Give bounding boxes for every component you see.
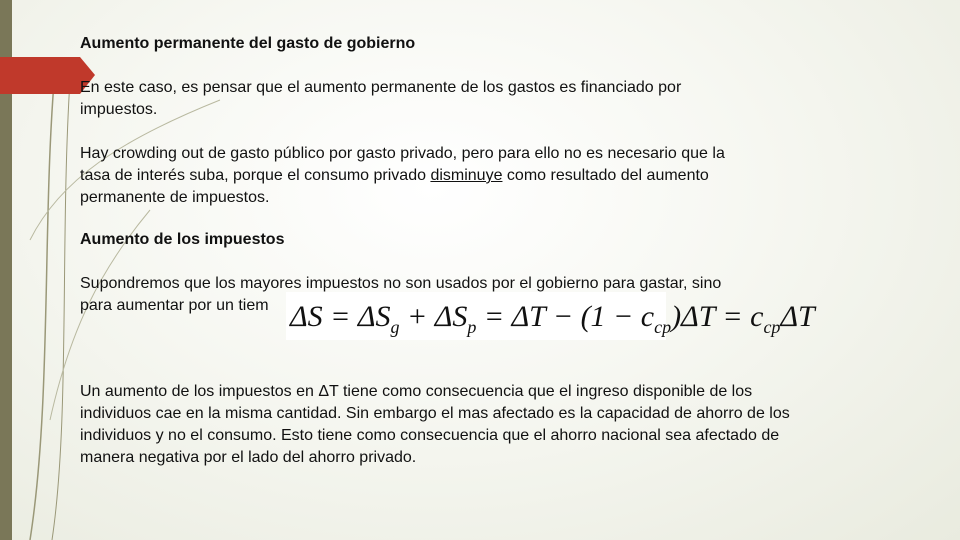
text-segment: como resultado del aumento (502, 167, 709, 184)
paragraph-consecuencia-line2: individuos cae en la misma cantidad. Sin embargo el mas afectado es la capacidad de ahorro de los (80, 405, 790, 422)
paragraph-crowding-line2 (80, 165, 709, 187)
paragraph-crowding-line3: permanente de impuestos. (80, 189, 270, 206)
heading-aumento-impuestos: Aumento de los impuestos (80, 231, 285, 248)
paragraph-crowding-line1: Hay crowding out de gasto público por gasto privado, pero para ello no es necesario que la (80, 145, 725, 162)
paragraph-consecuencia-line1: Un aumento de los impuestos en ΔT tiene como consecuencia que el ingreso disponible de los (80, 383, 753, 400)
heading-gasto-gobierno: Aumento permanente del gasto de gobierno (80, 35, 416, 52)
savings-formula (286, 292, 815, 340)
svg-text:ΔS = ΔSg + ΔSp = ΔT − (1 − ccp: $\Delta S = \Delta S_g + \Delta S_p = \Delta T - (1 - c_{cp})\Delta T = c_{cp}\Delta T$ (290, 300, 815, 337)
paragraph-financiado-line1: En este caso, es pensar que el aumento permanente de los gastos es financiado por (80, 79, 682, 96)
paragraph-supondremos-line2: para aumentar por un tiem (80, 297, 269, 314)
paragraph-supondremos-line1: Supondremos que los mayores impuestos no son usados por el gobierno para gastar, sino (80, 275, 722, 292)
paragraph-consecuencia-line4: manera negativa por el lado del ahorro privado. (80, 449, 417, 466)
text-segment: tasa de interés suba, porque el consumo privado (80, 167, 431, 184)
paragraph-consecuencia-line3: individuos y no el consumo. Esto tiene como consecuencia que el ahorro nacional sea afectado de (80, 427, 780, 444)
paragraph-financiado-line2: impuestos. (80, 101, 158, 118)
underlined-word: disminuye (430, 167, 503, 184)
